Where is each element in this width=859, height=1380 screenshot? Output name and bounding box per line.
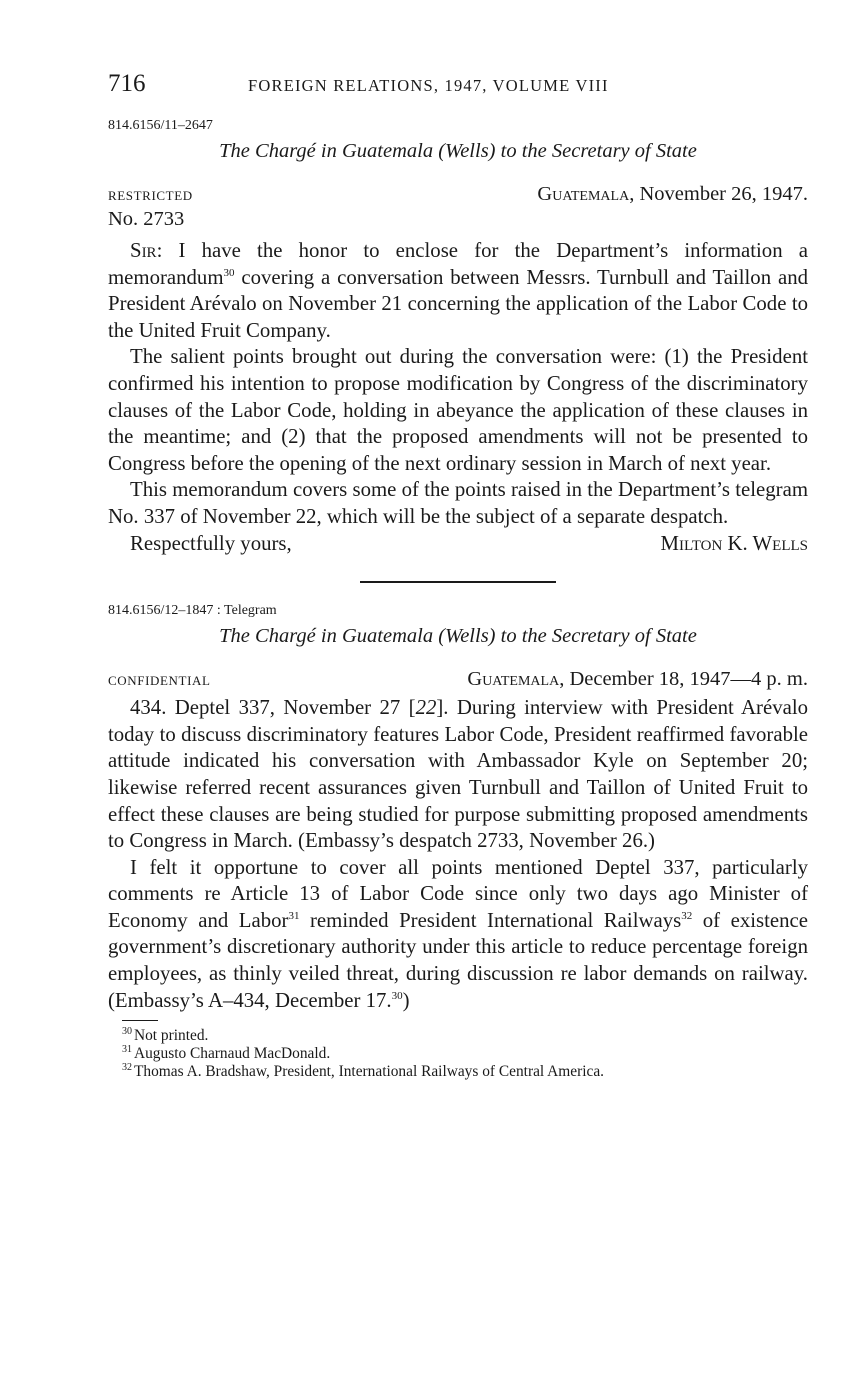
footnote xyxy=(122,1045,808,1063)
corrected-value: 22 xyxy=(415,696,437,720)
footnote-text: Thomas A. Bradshaw, President, International Railways of Central America. xyxy=(134,1063,605,1081)
salutation: Sir xyxy=(130,239,157,262)
document-title: The Chargé in Guatemala (Wells) to the Secretary of State xyxy=(219,140,697,162)
footnote-number: 32 xyxy=(122,1062,132,1074)
paragraph xyxy=(108,238,808,344)
classification-label: CONFIDENTIAL xyxy=(108,673,211,689)
footnote-ref: 30 xyxy=(391,989,403,1002)
dateline xyxy=(108,668,808,691)
footnote xyxy=(122,1063,808,1081)
section-divider xyxy=(360,581,556,583)
date-text: , November 26, 1947. xyxy=(629,183,808,205)
paragraph-text: 434. Deptel 337, November 27 [ xyxy=(130,696,416,720)
footnote-text: Augusto Charnaud MacDonald. xyxy=(134,1045,331,1063)
signature: Milton K. Wells xyxy=(660,531,808,555)
footnote-number: 30 xyxy=(122,1026,132,1038)
place-date xyxy=(467,668,808,691)
document-title: The Chargé in Guatemala (Wells) to the Secretary of State xyxy=(219,625,697,648)
running-head-title: FOREIGN RELATIONS, 1947, VOLUME VIII xyxy=(248,76,609,95)
paragraph: This memorandum covers some of the points raised in the Department’s telegram No. 337 of November 22, which will be the subject of a separate despatch. xyxy=(108,478,808,528)
file-reference: 814.6156/11–2647 xyxy=(108,118,213,133)
signature-line xyxy=(108,531,808,558)
date-text: , December 18, 1947—4 p. m. xyxy=(559,668,808,691)
footnote-ref: 32 xyxy=(681,909,693,922)
paragraph xyxy=(108,855,808,1015)
paragraph-text: ]. During interview with President Arévalo today to discuss discriminatory features Labor Code, President reaffirmed favorable attitude indicated his conversation with Ambassador Kyle on September 20; likewise referred recent assurances given Turnbull and Taillon of United Fruit to effect these clauses are being studied for purpose submitting proposed amendments to Congress in March. (Embassy’s despatch 2733, November 26.) xyxy=(108,696,808,853)
place-date xyxy=(537,183,808,206)
place-name: Guatemala xyxy=(467,668,560,691)
footnote-ref: 30 xyxy=(223,266,235,279)
paragraph-text: covering a conversation between Messrs. Turnbull and Taillon and President Arévalo on November 21 concerning the application of the Labor Code to the United Fruit Company. xyxy=(108,265,808,342)
paragraph: The salient points brought out during the conversation were: (1) the President confirmed his intention to propose modification by Congress of the discriminatory clauses of the Labor Code, holding in abeyance the application of these clauses in the meantime; and (2) that the proposed amendments will not be presented to Congress before the opening of the next ordinary session in March of next year. xyxy=(108,345,808,475)
footnote-number: 31 xyxy=(122,1044,132,1056)
closing: Respectfully yours, xyxy=(130,531,292,555)
paragraph xyxy=(108,695,808,855)
file-reference: 814.6156/12–1847 : Telegram xyxy=(108,603,277,619)
footnote-ref: 31 xyxy=(288,909,300,922)
dateline xyxy=(108,183,808,206)
footnote xyxy=(122,1027,808,1045)
document-page xyxy=(108,70,808,1081)
paragraph-text: reminded President International Railways xyxy=(299,908,682,932)
footnotes xyxy=(108,1027,808,1081)
paragraph-text: ) xyxy=(402,988,410,1012)
document-number: No. 2733 xyxy=(108,208,185,230)
place-name: Guatemala xyxy=(537,183,630,205)
paragraph-text: : I have the honor to enclose for the Department’s information a memorandum xyxy=(108,239,808,289)
paragraph-text: I felt it opportune to cover all points mentioned Deptel 337, particularly comments re Article 13 of Labor Code since only two days ago Minister of Economy and Labor xyxy=(108,855,808,932)
paragraph-text: of existence government’s discretionary authority under this article to reduce percentage foreign employees, as thinly veiled threat, during discussion re labor demands on railway. (Embassy’s A–434, December 17. xyxy=(108,908,808,1012)
footnote-divider xyxy=(122,1020,158,1021)
classification-label: RESTRICTED xyxy=(108,188,193,203)
page-number: 716 xyxy=(108,70,146,97)
footnote-text: Not printed. xyxy=(134,1027,209,1045)
running-head xyxy=(108,70,808,106)
